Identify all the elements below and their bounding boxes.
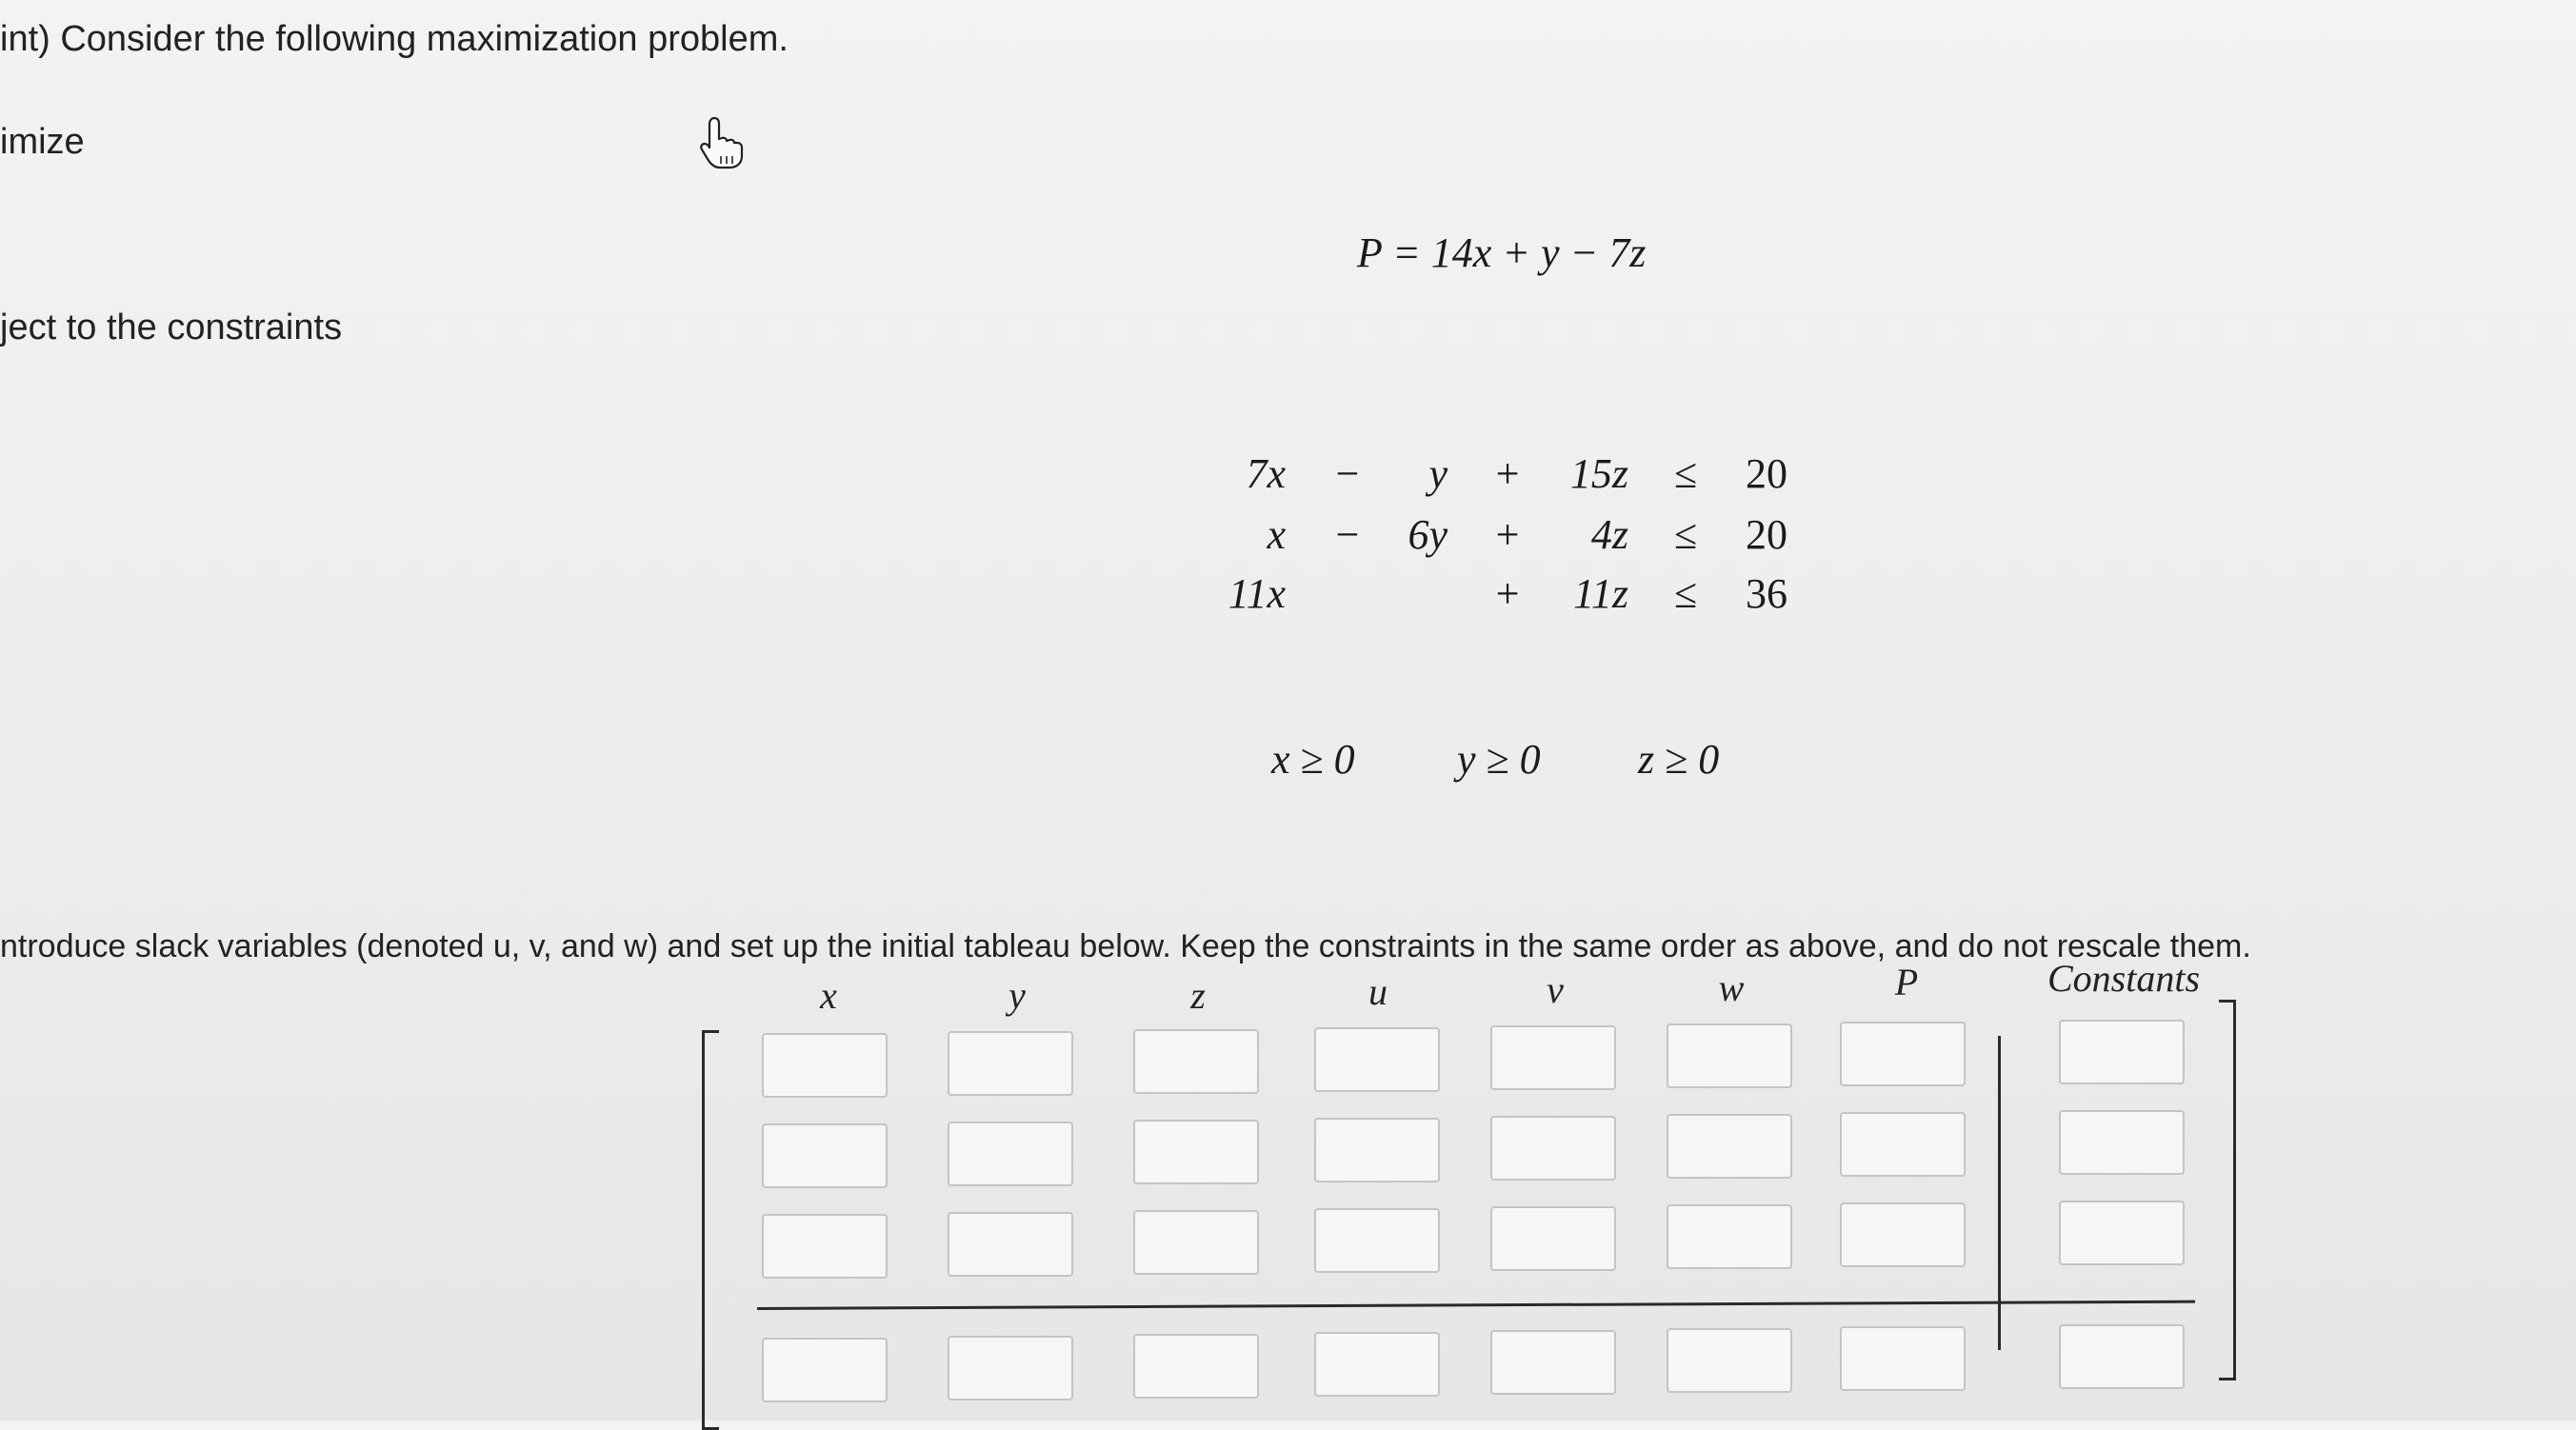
constraint-1-relation: ≤ xyxy=(1673,450,1698,497)
constraint-1-term-x: 7x xyxy=(1246,450,1286,497)
tableau-cell-r2-z[interactable] xyxy=(1133,1120,1259,1184)
maximize-label: imize xyxy=(0,122,85,162)
tableau-cell-r4-z[interactable] xyxy=(1133,1334,1259,1399)
constraint-1-op-1: − xyxy=(1335,450,1360,497)
constraint-3-op-2: + xyxy=(1495,570,1520,617)
constraint-1-rhs: 20 xyxy=(1746,450,1787,497)
nonneg-y: y ≥ 0 xyxy=(1457,736,1541,783)
tableau-left-bracket xyxy=(702,1030,719,1430)
constraint-2-term-y: 6y xyxy=(1408,511,1448,558)
tableau-cell-r2-x[interactable] xyxy=(762,1123,888,1188)
tableau-cell-r3-p[interactable] xyxy=(1840,1202,1966,1267)
tableau-cell-r3-z[interactable] xyxy=(1133,1210,1259,1275)
tableau-header-constants: Constants xyxy=(2047,957,2201,1000)
tableau-cell-r2-u[interactable] xyxy=(1314,1118,1440,1182)
tableau-instruction: ntroduce slack variables (denoted u, v, and w) and set up the initial tableau below. Keep the constraints in the same order as above, and do not rescale them. xyxy=(0,928,2251,964)
tableau-header-v: v xyxy=(1547,968,1564,1011)
constraint-1-op-2: + xyxy=(1495,450,1520,497)
constraint-3-relation: ≤ xyxy=(1673,570,1698,617)
tableau-cell-r1-y[interactable] xyxy=(948,1031,1073,1096)
tableau-header-w: w xyxy=(1718,966,1745,1009)
tableau-cell-r4-u[interactable] xyxy=(1314,1332,1440,1397)
constraint-1-term-y: y xyxy=(1428,450,1448,497)
constraint-2-rhs: 20 xyxy=(1746,511,1787,558)
constraint-2-op-2: + xyxy=(1495,511,1520,558)
tableau-header-p: P xyxy=(1894,961,1919,1003)
tableau-cell-r3-y[interactable] xyxy=(948,1212,1073,1277)
tableau-cell-r3-x[interactable] xyxy=(762,1214,888,1279)
tableau-cell-r1-u[interactable] xyxy=(1314,1027,1440,1092)
tableau-cell-r1-v[interactable] xyxy=(1490,1025,1616,1090)
tableau-header-z: z xyxy=(1190,974,1206,1017)
tableau-cell-r3-w[interactable] xyxy=(1667,1204,1792,1269)
tableau-cell-r4-v[interactable] xyxy=(1490,1330,1616,1395)
problem-title: int) Consider the following maximization problem. xyxy=(0,19,789,59)
tableau-header-u: u xyxy=(1368,970,1388,1013)
constraint-3-rhs: 36 xyxy=(1746,570,1787,617)
tableau-right-bracket xyxy=(2219,1000,2236,1380)
constraint-2-term-x: x xyxy=(1267,511,1286,558)
tableau-constants-divider xyxy=(1998,1036,2001,1350)
constraint-2-relation: ≤ xyxy=(1673,511,1698,558)
constraint-2-op-1: − xyxy=(1335,511,1360,558)
tableau-cell-r2-p[interactable] xyxy=(1840,1112,1966,1177)
tableau-cell-r2-y[interactable] xyxy=(948,1122,1073,1186)
objective-function: P = 14x + y − 7z xyxy=(1357,229,1647,276)
nonneg-x: x ≥ 0 xyxy=(1271,736,1355,783)
tableau-cell-r1-z[interactable] xyxy=(1133,1029,1259,1094)
tableau-header-x: x xyxy=(820,974,837,1017)
nonneg-z: z ≥ 0 xyxy=(1638,736,1720,783)
tableau-cell-r3-v[interactable] xyxy=(1490,1206,1616,1271)
tableau-cell-r1-constants[interactable] xyxy=(2059,1020,2185,1084)
tableau-cell-r4-p[interactable] xyxy=(1840,1326,1966,1391)
tableau-cell-r3-u[interactable] xyxy=(1314,1208,1440,1273)
tableau-cell-r4-constants[interactable] xyxy=(2059,1324,2185,1389)
hand-pointer-icon xyxy=(695,114,749,171)
tableau-cell-r4-w[interactable] xyxy=(1667,1328,1792,1393)
tableau-header-y: y xyxy=(1008,974,1026,1017)
constraint-3-term-z: 11z xyxy=(1573,570,1628,617)
tableau-cell-r2-v[interactable] xyxy=(1490,1116,1616,1181)
constraint-1-term-z: 15z xyxy=(1569,450,1628,497)
tableau-cell-r2-w[interactable] xyxy=(1667,1114,1792,1179)
constraint-2-term-z: 4z xyxy=(1590,511,1628,558)
constraints-label: ject to the constraints xyxy=(0,308,343,348)
tableau-cell-r4-x[interactable] xyxy=(762,1338,888,1402)
tableau-cell-r2-constants[interactable] xyxy=(2059,1110,2185,1175)
tableau-cell-r1-w[interactable] xyxy=(1667,1023,1792,1088)
constraint-3-term-x: 11x xyxy=(1228,570,1286,617)
tableau-objective-divider xyxy=(757,1301,2195,1310)
tableau-cell-r1-x[interactable] xyxy=(762,1033,888,1098)
tableau-cell-r4-y[interactable] xyxy=(948,1336,1073,1400)
tableau-cell-r1-p[interactable] xyxy=(1840,1022,1966,1086)
tableau-cell-r3-constants[interactable] xyxy=(2059,1201,2185,1265)
